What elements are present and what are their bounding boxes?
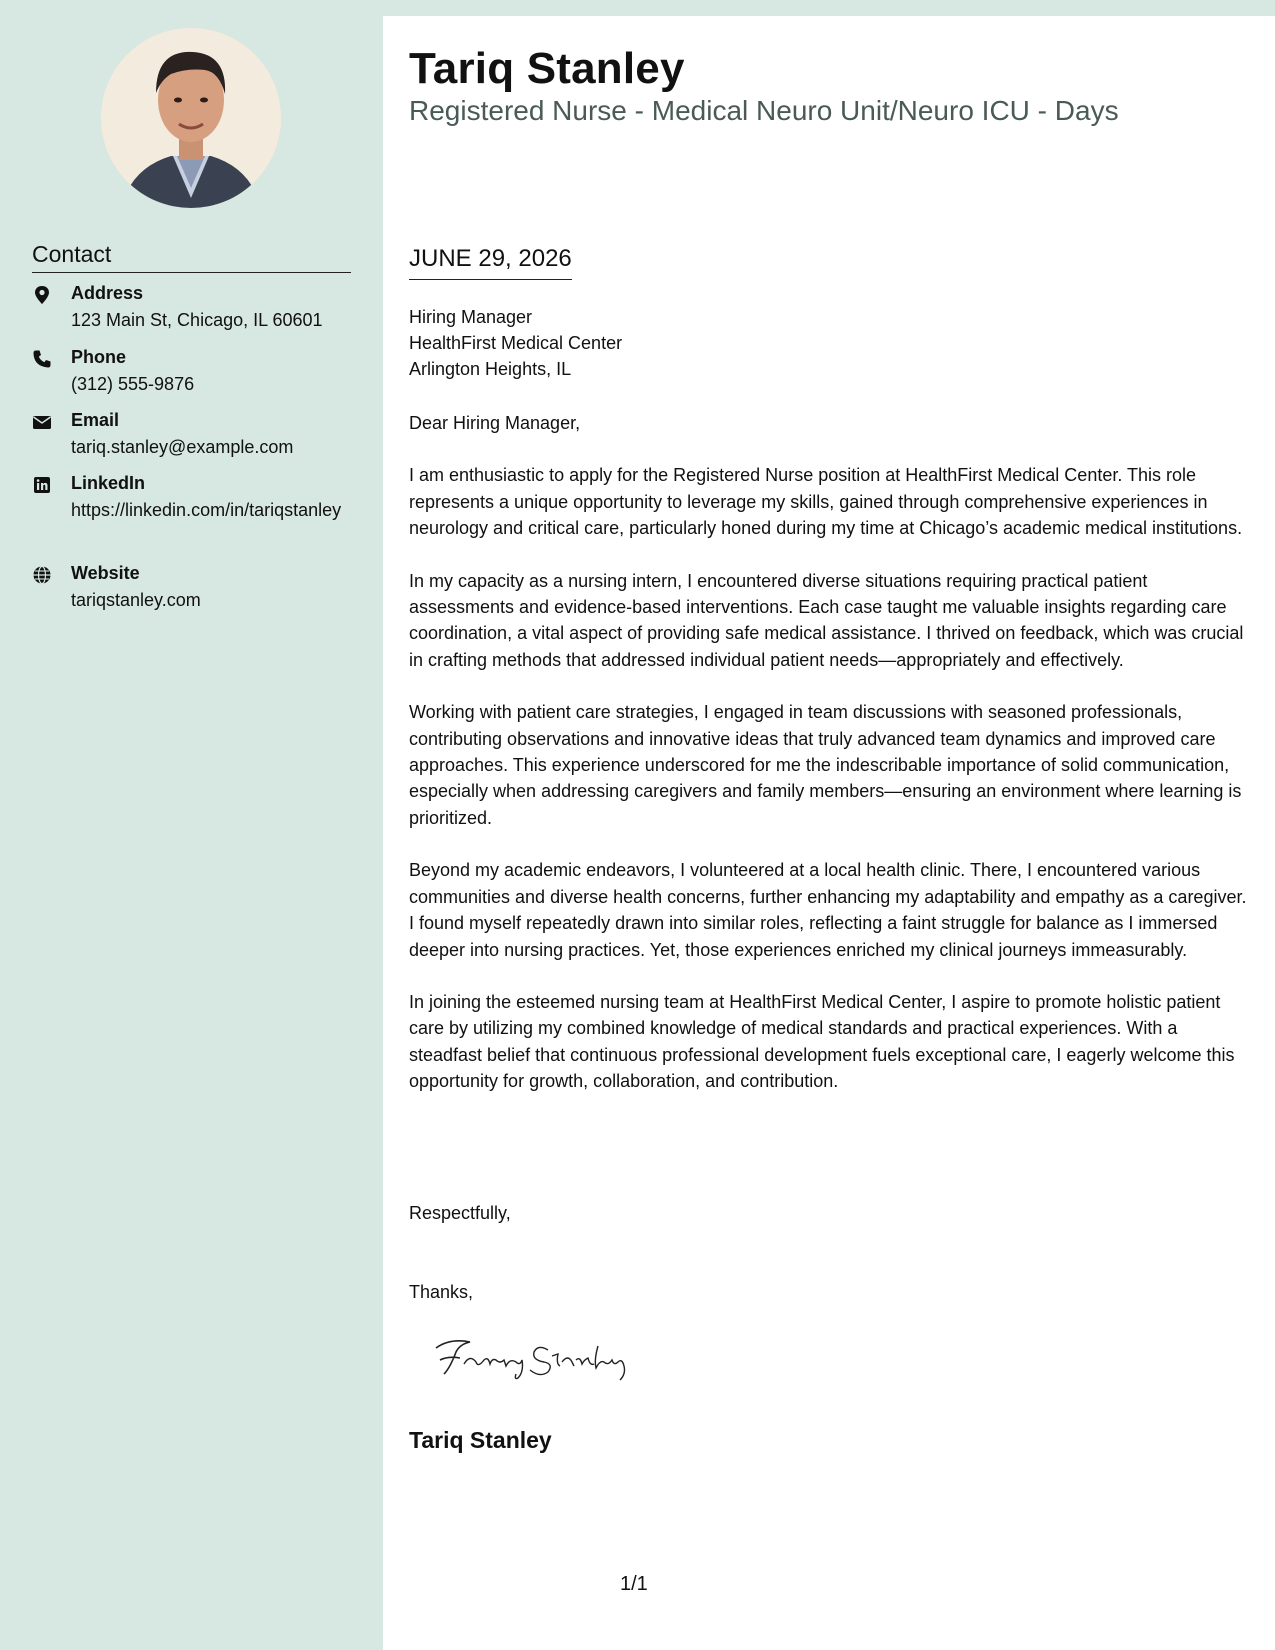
recipient-line: Arlington Heights, IL (409, 359, 572, 379)
recipient-line: HealthFirst Medical Center (409, 333, 623, 353)
contact-value[interactable]: https://linkedin.com/in/tariqstanley (71, 500, 342, 520)
sidebar (0, 0, 383, 1650)
signature (430, 1330, 650, 1395)
contact-heading: Contact (32, 241, 351, 273)
avatar (101, 28, 281, 208)
contact-label: Address (71, 283, 144, 303)
recipient-block (409, 304, 622, 382)
closing: Respectfully, (409, 1203, 511, 1223)
page-number: 1/1 (620, 1573, 648, 1595)
letter-date: JUNE 29, 2026 (409, 245, 572, 280)
map-pin-icon (32, 285, 52, 305)
contact-label: Website (71, 563, 140, 583)
letter-paragraph: Beyond my academic endeavors, I volunteered at a local health clinic. There, I encountered various communities and diverse health concerns, further enhancing my adaptability and empathy as a caregiver. I found myself repeatedly drawn into similar roles, reflecting a faint struggle for balance as I immersed deeper into nursing practices. Yet, those experiences enriched my clinical journeys immeasurably. (409, 860, 1247, 960)
letter-body (409, 410, 1251, 1121)
contact-value: (312) 555-9876 (71, 374, 195, 394)
recipient-line: Hiring Manager (409, 307, 533, 327)
signed-name: Tariq Stanley (409, 1427, 552, 1453)
salutation: Dear Hiring Manager, (409, 413, 581, 433)
letter-paragraph: In my capacity as a nursing intern, I encountered diverse situations requiring practical patient assessments and evidence-based interventions. Each case taught me valuable insights regarding care coordination, a vital aspect of providing safe medical assistance. I thrived on feedback, which was crucial in crafting methods that addressed individual patient needs—appropriately and effectively. (409, 570, 1244, 670)
thanks-line: Thanks, (409, 1282, 474, 1302)
phone-icon (32, 349, 52, 369)
contact-label: Email (71, 410, 120, 430)
contact-value[interactable]: tariqstanley.com (71, 590, 201, 610)
contact-value[interactable]: tariq.stanley@example.com (71, 437, 294, 457)
contact-label: Phone (71, 347, 127, 367)
applicant-name: Tariq Stanley (409, 44, 685, 93)
envelope-icon (32, 412, 52, 432)
job-title: Registered Nurse - Medical Neuro Unit/Neuro ICU - Days (409, 95, 1119, 126)
linkedin-icon (32, 475, 52, 495)
globe-icon (32, 565, 52, 585)
contact-label: LinkedIn (71, 473, 146, 493)
contact-value: 123 Main St, Chicago, IL 60601 (71, 310, 323, 330)
letter-paragraph: Working with patient care strategies, I engaged in team discussions with seasoned professionals, contributing observations and innovative ideas that truly advanced team dynamics and improved care approaches. This experience underscored for me the indescribable importance of solid communication, especially when addressing caregivers and family members—ensuring an environment where learning is prioritized. (409, 702, 1242, 828)
letter-paragraph: In joining the esteemed nursing team at HealthFirst Medical Center, I aspire to promote holistic patient care by utilizing my combined knowledge of medical standards and practical experiences. With a steadfast belief that continuous professional development fuels exceptional care, I eagerly welcome this opportunity for growth, collaboration, and contribution. (409, 991, 1235, 1092)
letter-paragraph: I am enthusiastic to apply for the Registered Nurse position at HealthFirst Medical Center. This role represents a unique opportunity to leverage my skills, gained through comprehensive experiences in neurology and critical care, particularly honed during my time at Chicago’s academic medical institutions. (409, 465, 1243, 539)
